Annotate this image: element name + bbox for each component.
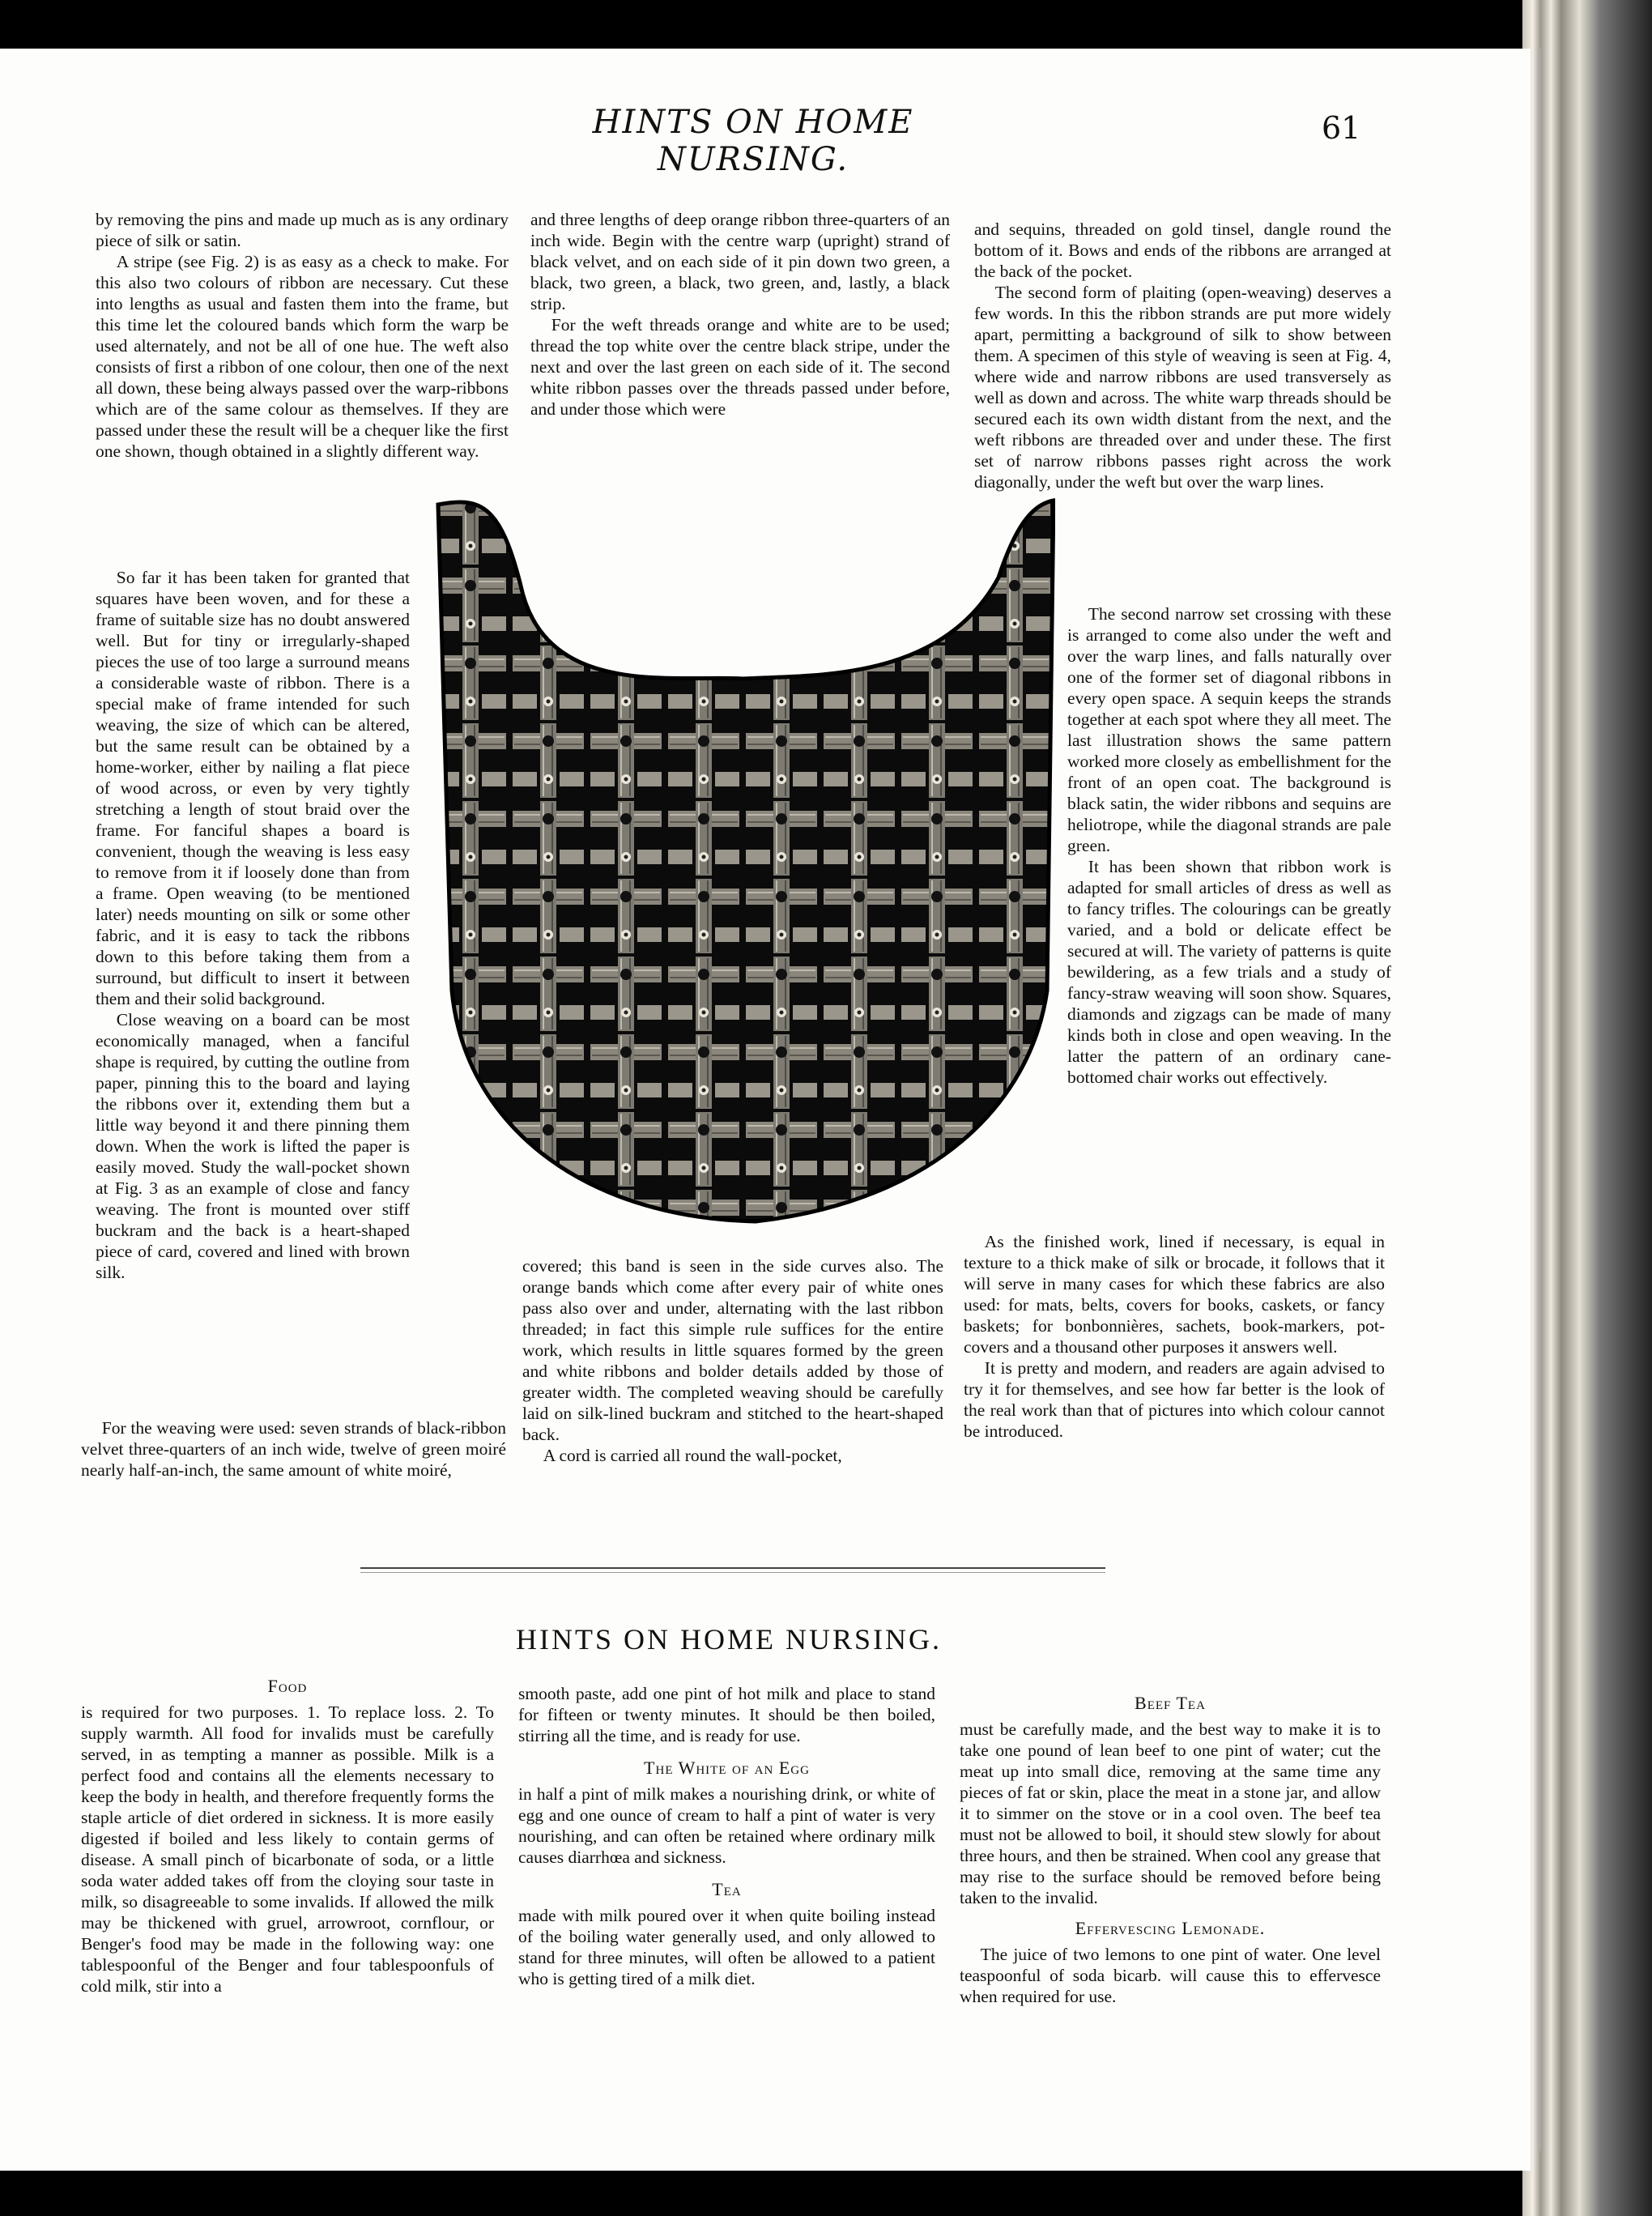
paragraph: The juice of two lemons to one pint of water. One level teaspoonful of soda bicarb. will cause this to effervesce when required for use. [960,1945,1381,2006]
article-col-1 [96,209,509,462]
paragraph: covered; this band is seen in the side curves also. The orange bands which come after every pair of white ones pass also over and under, alternating with the last ribbon threaded; in fact this simple rule suffices for the entire work, which results in little squares formed by the green and white ribbons and bolder details added by those of greater width. The completed weaving should be carefully laid on silk-lined buckram and stitched to the heart-shaped back. [522,1256,943,1444]
paragraph: As the finished work, lined if necessary, is equal in texture to a thick make of silk or brocade, it follows that it will serve in many cases for which these fabrics are also used: for mats, belts, covers for books, caskets, or fancy baskets; for bonbonnières, sachets, book-markers, pot-covers and a thousand other purposes it answers well. [964,1232,1385,1357]
paragraph: smooth paste, add one pint of hot milk and place to stand for fifteen or twenty minutes. It should be then boiled, stirring all the time, and is ready for use. [518,1684,935,1745]
paragraph: A stripe (see Fig. 2) is as easy as a check to make. For this also two colours of ribbon are necessary. Cut these into lengths as usual and fasten them into the frame, but this time let the coloured bands which form the warp be used alternately, and not be all of one hue. The weft also consists of first a ribbon of one colour, then one of the next all down, these being always passed over the warp-ribbons which are of the same colour as themselves. If they are passed under these the result will be a chequer like the first one shown, though obtained in a slightly different way. [96,252,509,461]
paragraph: The second narrow set crossing with these is arranged to come also under the weft and over the warp lines, and falls naturally over one of the former set of diagonal ribbons in every open space. A sequin keeps the strands together at each spot where they all meet. The last illustration shows the same pattern worked more closely as embellishment for the front of an open coat. The background is black satin, the wider ribbons and sequins are heliotrope, while the diagonal strands are pale green. [1067,604,1391,855]
section-divider [360,1567,1105,1573]
article-col-3b [1067,603,1391,1088]
article-col-2b [522,1255,943,1466]
article-col-3 [974,219,1391,492]
subheading-beef-tea: Beef Tea [1135,1693,1206,1713]
article-col-2 [530,209,950,420]
nursing-col-2 [518,1683,935,1989]
paragraph: So far it has been taken for granted that squares have been woven, and for these a frame of suitable size has no doubt answered well. But for tiny or irregularly-shaped pieces the use of too large a surround means a considerable waste of ribbon. There is a special make of frame intended for such weaving, the size of which can be altered, but the same result can be obtained by a home-worker, either by nailing a flat piece of wood across, or even by very tightly stretching a length of stout braid over the frame. For fanciful shapes a board is convenient, though the weaving is less easy to remove from it if loosely done than from a frame. Open weaving (to be mentioned later) needs mounting on silk or some other fabric, and it is easy to tack the ribbons down to this before taking them from a surround, but difficult to insert it between them and their solid background. [96,568,410,1008]
page-number: 61 [1322,110,1361,146]
subheading-egg: The White of an Egg [644,1758,810,1778]
section-title: HINTS ON HOME NURSING. [515,1623,942,1656]
book-binding-edge [1522,0,1652,2216]
nursing-col-3 [960,1690,1381,2007]
paragraph: It has been shown that ribbon work is adapted for small articles of dress as well as to fancy trifles. The colourings can be greatly varied, and a bold or delicate effect be secured at will. The variety of patterns is quite bewildering, as a few trials and a study of fancy-straw weaving will soon show. Squares, diamonds and zigzags can be made of many kinds both in close and open weaving. In the latter the pattern of an ordinary cane-bottomed chair works out effectively. [1067,857,1391,1087]
article-col-1c [81,1417,506,1481]
subheading-lemonade: Effervescing Lemonade. [1075,1918,1266,1938]
paragraph: and three lengths of deep orange ribbon three-quarters of an inch wide. Begin with the centre warp (upright) strand of black velvet, and on each side of it pin down two green, a black, two green, a black, two green, and, lastly, a black strip. [530,210,950,313]
subheading-tea: Tea [712,1879,742,1899]
woven-ribbon-illustration [432,488,1055,1225]
running-head: HINTS ON HOME NURSING. [592,104,914,178]
paragraph: Close weaving on a board can be most economically managed, when a fanciful shape is required, by cutting the outline from paper, pinning this to the board and laying the ribbons over it, extending them but a little way beyond it and there pinning them down. When the work is lifted the paper is easily moved. Study the wall-pocket shown at Fig. 3 as an example of close and fancy weaving. The front is mounted over stiff buckram and the back is a heart-shaped piece of card, covered and lined with brown silk. [96,1010,410,1282]
paragraph: is required for two purposes. 1. To replace loss. 2. To supply warmth. All food for invalids must be carefully served, in as tempting a manner as possible. Milk is a perfect food and contains all the elements necessary to keep the body in health, and therefore frequently forms the staple article of diet ordered in sickness. It is more easily digested if boiled and less likely to contain germs of disease. A small pinch of bicarbonate of soda, or a little soda water added takes off from the cloying sour taste in milk, so disagreeable to some invalids. If allowed the milk may be thickened with gruel, arrowroot, cornflour, or Benger's food may be made in the following way: one tablespoonful of the Benger and four tablespoonfuls of cold milk, stir into a [81,1702,494,1996]
nursing-col-1 [81,1673,494,1997]
paragraph: For the weft threads orange and white are to be used; thread the top white over the centre black stripe, under the next and over the last green on each side of it. The second white ribbon passes over the threads passed under before, and under those which were [530,315,950,419]
paragraph: made with milk poured over it when quite boiling instead of the boiling water generally used, and only allowed to stand for three minutes, will often be allowed to a patient who is getting tired of a milk diet. [518,1906,935,1988]
paragraph: For the weaving were used: seven strands of black-ribbon velvet three-quarters of an inch wide, twelve of green moiré nearly half-an-inch, the same amount of white moiré, [81,1418,506,1480]
paragraph: must be carefully made, and the best way to make it is to take one pound of lean beef to one pint of water; cut the meat up into small dice, removing at the same time any pieces of fat or skin, place the meat in a stone jar, and allow it to simmer on the stove or in a cool oven. The beef tea must not be allowed to boil, it should stew slowly for about three hours, and then be strained. When cool any grease that may rise to the surface should be removed before being taken to the invalid. [960,1720,1381,1907]
paragraph: The second form of plaiting (open-weaving) deserves a few words. In this the ribbon strands are put more widely apart, permitting a background of silk to show between them. A specimen of this style of weaving is seen at Fig. 4, where wide and narrow ribbons are used transversely as well as down and across. The white warp threads should be secured each its own width distant from the next, and the weft ribbons are threaded over and under these. The first set of narrow ribbons passes right across the work diagonally, under the weft but over the warp lines. [974,283,1391,492]
subheading-food: Food [267,1676,308,1696]
paragraph: A cord is carried all round the wall-pocket, [543,1446,842,1465]
paragraph: It is pretty and modern, and readers are again advised to try it for themselves, and see how far better is the look of the real work than that of pictures into which colour cannot be introduced. [964,1358,1385,1441]
paragraph: by removing the pins and made up much as is any ordinary piece of silk or satin. [96,210,509,250]
article-col-1b [96,567,410,1283]
article-col-3c [964,1231,1385,1442]
paragraph: and sequins, threaded on gold tinsel, dangle round the bottom of it. Bows and ends of the ribbons are arranged at the back of the pocket. [974,219,1391,281]
paragraph: in half a pint of milk makes a nourishing drink, or white of egg and one ounce of cream to half a pint of water is very nourishing, and can often be retained where ordinary milk causes diarrhœa and sickness. [518,1784,935,1867]
